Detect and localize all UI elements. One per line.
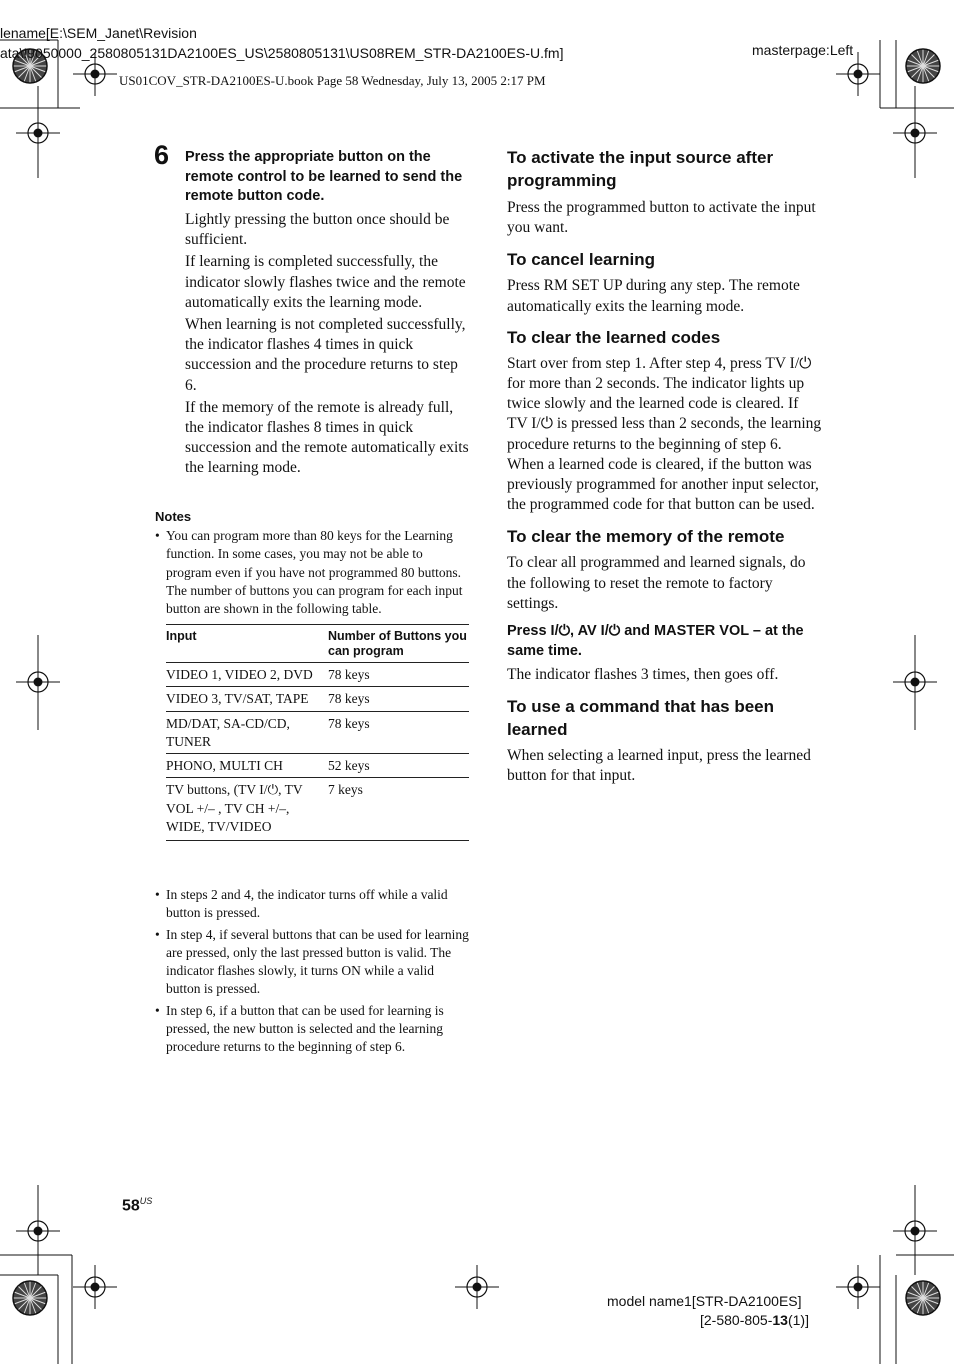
section-body-clear-codes-2: When a learned code is cleared, if the button was previously programmed for another input selector, the programmed code for that button can be used. (507, 455, 819, 514)
model-code-bold: 13 (772, 1312, 788, 1328)
table-header-input: Input (166, 625, 328, 663)
note-item: • In step 6, if a button that can be used for learning is pressed, the new button is selected and the learning procedure returns to the beginning of step 6. (155, 1002, 470, 1057)
section-result-reset: The indicator flashes 3 times, then goes off. (507, 666, 779, 684)
section-body-cancel: Press RM SET UP during any step. The remote automatically exits the learning mode. (507, 277, 800, 315)
note-item: • In step 4, if several buttons that can be used for learning are pressed, only the last pressed button is valid. The indicator flashes slowly, it turns ON while a valid button is pressed. (155, 926, 470, 999)
page-number-suffix: US (139, 1196, 153, 1206)
table-row (166, 754, 469, 778)
table-row (166, 711, 469, 754)
file-path-line-2: ata\!9050000_2580805131DA2100ES_US\2580805131\US08REM_STR-DA2100ES-U.fm] (0, 45, 564, 61)
step-description (185, 210, 470, 481)
model-code-line (700, 1311, 809, 1330)
table-cell-input: PHONO, MULTI CH (166, 754, 328, 778)
step-paragraph: If learning is completed successfully, the indicator slowly flashes twice and the remote automatically exits the learning mode. (185, 253, 466, 311)
step-heading: Press the appropriate button on the remote control to be learned to send the remote button code. (185, 149, 463, 204)
masterpage-label: masterpage:Left (752, 42, 854, 58)
section-body-use-command: When selecting a learned input, press the learned button for that input. (507, 747, 811, 785)
note-item: • In steps 2 and 4, the indicator turns off while a valid button is pressed. (155, 886, 470, 923)
table-cell-count: 52 keys (328, 754, 469, 778)
notes-block (155, 527, 470, 621)
section-body-activate: Press the programmed button to activate the input you want. (507, 199, 816, 237)
notes-title: Notes (155, 509, 192, 524)
section-heading-clear-codes: To clear the learned codes (507, 327, 721, 347)
table-cell-count: 78 keys (328, 711, 469, 754)
keys-table (166, 624, 469, 841)
table-row (166, 778, 469, 841)
step-paragraph: Lightly pressing the button once should be sufficient. (185, 211, 450, 249)
section-heading-activate: To activate the input source after programming (507, 148, 774, 190)
page-number (122, 1196, 152, 1215)
section-body-clear-codes: Start over from step 1. After step 4, press TV I/⏻ for more than 2 seconds. The indicator lights up twice slowly and the learned code is cleared. If TV I/⏻ is pressed less than 2 seconds, the learning procedure returns to the beginning of step 6. (507, 354, 822, 453)
section-heading-cancel: To cancel learning (507, 250, 656, 270)
table-cell-input: TV buttons, (TV I/⏻, TV VOL +/– , TV CH +/–, WIDE, TV/VIDEO (166, 778, 328, 841)
table-cell-count: 78 keys (328, 663, 469, 687)
note-item: • You can program more than 80 keys for the Learning function. In some cases, you may not be able to program even if you have not programmed 80 buttons. The number of buttons you can program for each input button are shown in the following table. (155, 527, 470, 618)
keys-table-wrapper (166, 624, 469, 841)
table-cell-input: VIDEO 1, VIDEO 2, DVD (166, 663, 328, 687)
file-path-line-1: lename[E:\SEM_Janet\Revision (0, 25, 197, 41)
section-heading-clear-memory: To clear the memory of the remote (507, 527, 785, 547)
book-info-line: US01COV_STR-DA2100ES-U.book Page 58 Wednesday, July 13, 2005 2:17 PM (119, 73, 546, 88)
model-code-prefix: [2-580-805- (700, 1312, 773, 1328)
section-body-clear-memory: To clear all programmed and learned signals, do the following to reset the remote to factory settings. (507, 554, 806, 612)
table-header-count: Number of Buttons you can program (328, 625, 469, 663)
notes-after-table (155, 886, 470, 1060)
model-code-suffix: (1)] (787, 1312, 809, 1328)
right-column (507, 146, 822, 787)
step-paragraph: When learning is not completed successfully, the indicator flashes 4 times in quick succession and the procedure returns to step 6. (185, 316, 466, 394)
table-cell-input: VIDEO 3, TV/SAT, TAPE (166, 687, 328, 711)
table-header-row (166, 625, 469, 663)
table-row (166, 663, 469, 687)
table-cell-count: 78 keys (328, 687, 469, 711)
step-number: 6 (154, 140, 170, 170)
step-paragraph: If the memory of the remote is already full, the indicator flashes 8 times in quick succession and the remote automatically exits the learning mode. (185, 398, 469, 477)
section-instruction-reset: Press I/⏻, AV I/⏻ and MASTER VOL – at the same time. (507, 623, 804, 659)
table-cell-count: 7 keys (328, 778, 469, 841)
table-cell-input: MD/DAT, SA-CD/CD, TUNER (166, 711, 328, 754)
table-row (166, 687, 469, 711)
model-name-line: model name1[STR-DA2100ES] (607, 1293, 802, 1309)
section-heading-use-command: To use a command that has been learned (507, 697, 775, 740)
page-number-value: 58 (122, 1197, 140, 1215)
